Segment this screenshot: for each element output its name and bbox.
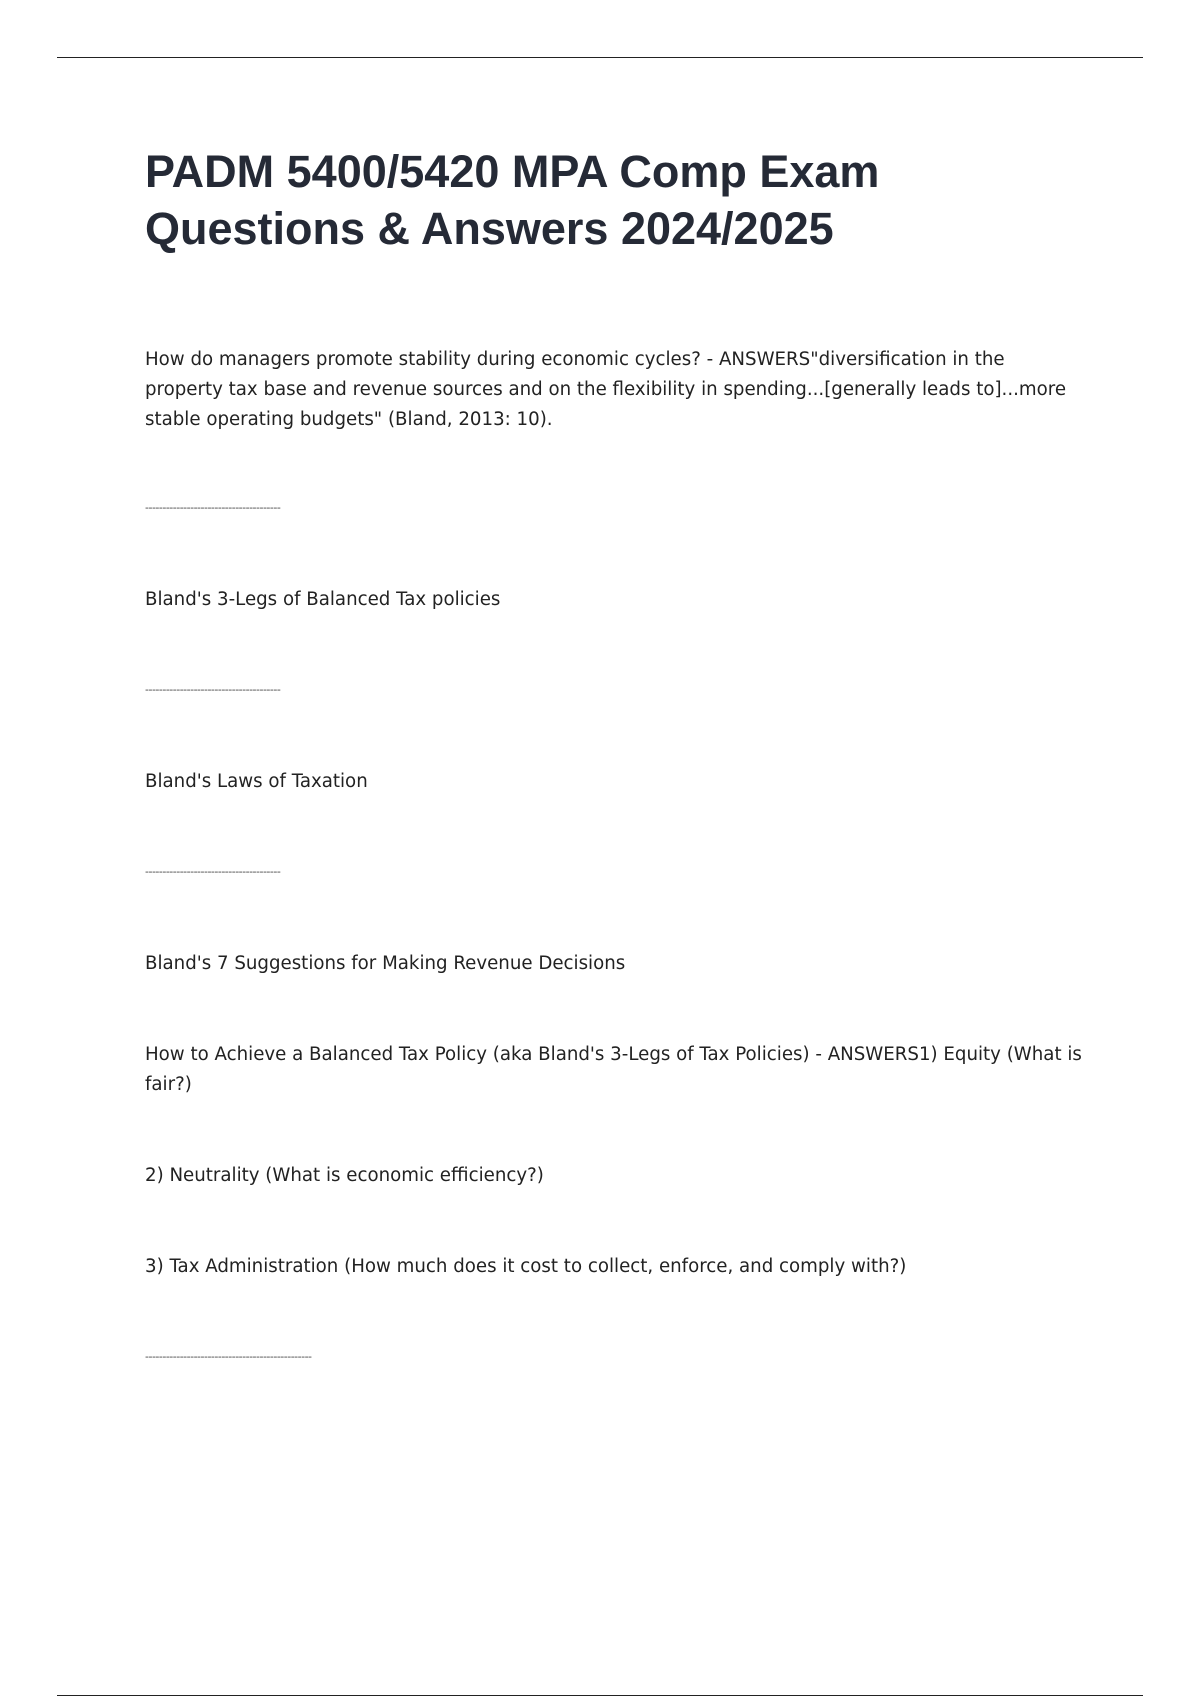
separator-3: ---------------------------------------: [145, 865, 281, 878]
separator-1: ---------------------------------------: [145, 501, 281, 514]
question-balanced-tax-policy: How to Achieve a Balanced Tax Policy (aka Bland's 3-Legs of Tax Policies) - ANSWERS1) Equity (What is fair?): [145, 1044, 1082, 1095]
question-stability-answer: How do managers promote stability during economic cycles? - ANSWERS"diversification in the property tax base and revenue sources and on the flexibility in spending...[generally leads to]...more stable operating budgets" (Bland, 2013: 10).: [145, 349, 1067, 430]
answer-tax-administration: 3) Tax Administration (How much does it cost to collect, enforce, and comply with?): [145, 1256, 907, 1277]
question-laws-of-taxation: Bland's Laws of Taxation: [145, 771, 368, 792]
question-three-legs: Bland's 3-Legs of Balanced Tax policies: [145, 589, 501, 610]
separator-2: ---------------------------------------: [145, 683, 281, 696]
answer-neutrality: 2) Neutrality (What is economic efficiency?): [145, 1165, 544, 1186]
question-seven-suggestions: Bland's 7 Suggestions for Making Revenue Decisions: [145, 953, 626, 974]
separator-4: ------------------------------------------------: [145, 1350, 312, 1363]
top-rule: [57, 57, 1143, 58]
bottom-rule: [57, 1695, 1143, 1696]
document-title: PADM 5400/5420 MPA Comp Exam Questions & Answers 2024/2025: [145, 146, 880, 254]
